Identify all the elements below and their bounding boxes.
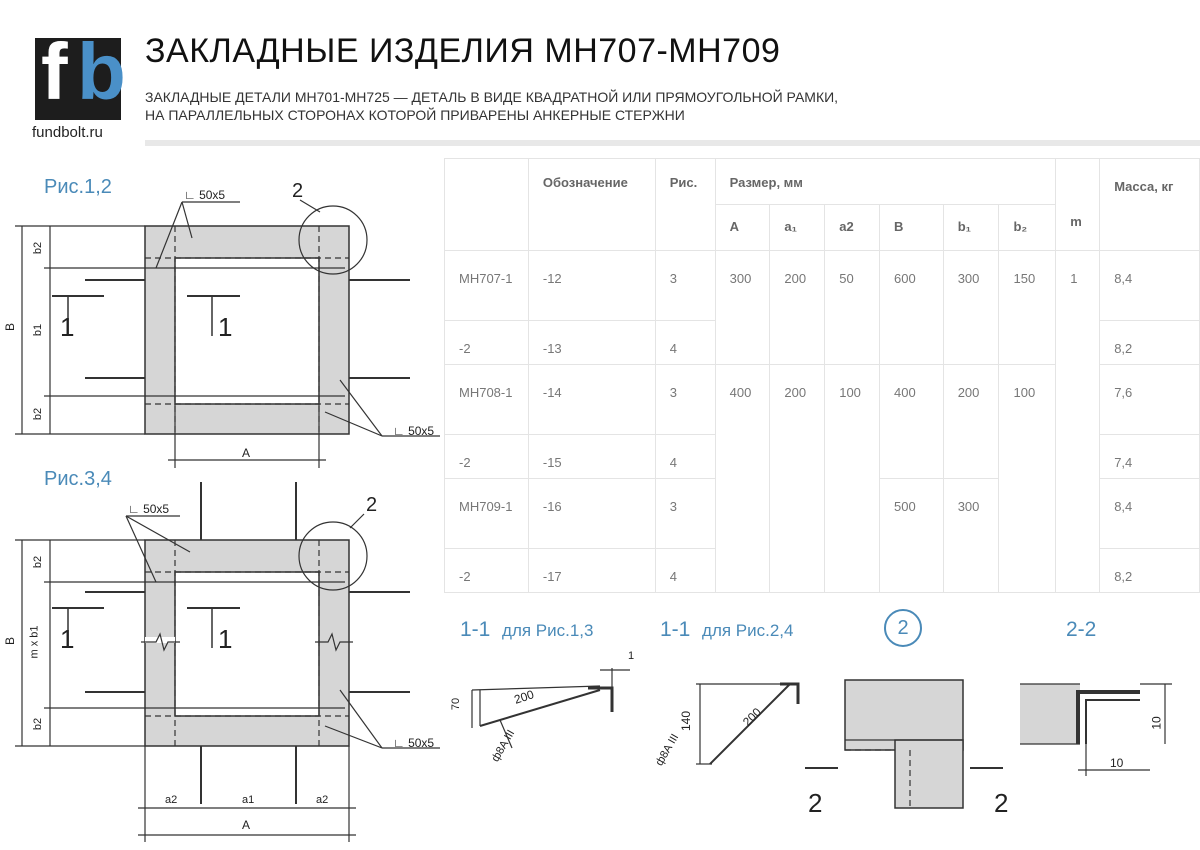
fig34-label: Рис.3,4: [44, 468, 112, 490]
cell-mark: -2: [445, 435, 529, 479]
fig34-dim-a1: a1: [242, 794, 255, 806]
fig12-angle-top: ∟ 50x5: [184, 188, 226, 202]
th-b1: b₁: [943, 205, 999, 251]
logo-site: fundbolt.ru: [32, 124, 103, 141]
th-b2: b₂: [999, 205, 1056, 251]
s11a-dim-70: 70: [450, 697, 463, 711]
fig12-dim-B: B: [3, 322, 18, 332]
cell-a1: 200: [770, 365, 825, 593]
fig12-dim-b1: b1: [32, 323, 45, 337]
logo-letter-f: f: [41, 27, 68, 116]
cell-designation: -13: [528, 321, 655, 365]
detail-2-label: 2: [884, 609, 922, 647]
cell-designation: -14: [528, 365, 655, 435]
section-11b-label: [660, 618, 794, 642]
s22-dim-10b: 10: [1110, 756, 1124, 770]
table-row: [445, 251, 1200, 321]
fig34-section-mark-left: 1: [60, 624, 75, 654]
cell-mass: 7,6: [1100, 365, 1200, 435]
cell-A: 300: [715, 251, 770, 365]
section-22-drawing: [1020, 684, 1172, 776]
fig34-drawing: [15, 482, 440, 842]
cell-mass: 8,2: [1100, 321, 1200, 365]
th-m: m: [1056, 159, 1100, 251]
spec-table: [444, 158, 1200, 593]
cell-mass: 8,4: [1100, 251, 1200, 321]
s11a-rebar: ф8А III: [489, 727, 518, 765]
cell-B: 400: [880, 365, 944, 479]
page-title: ЗАКЛАДНЫЕ ИЗДЕЛИЯ МН707-МН709: [145, 32, 781, 70]
th-A: A: [715, 205, 770, 251]
section-11a-label: [460, 618, 594, 642]
cell-b1: 300: [943, 251, 999, 365]
cell-fig: 4: [655, 549, 715, 593]
s11b-dim-140: 140: [679, 710, 694, 732]
section-11a-drawing: [472, 668, 630, 748]
fig12-section-mark-right: 1: [218, 312, 233, 342]
s11b-dim-200: 200: [739, 704, 765, 730]
cell-fig: 3: [655, 251, 715, 321]
cell-mark: МН709-1: [445, 479, 529, 549]
s22-dim-10a: 10: [1149, 716, 1164, 730]
s11a-dim-1: 1: [628, 650, 635, 662]
fig34-dim-mxb1: m x b1: [28, 625, 41, 659]
fig34-angle-bottom: ∟ 50x5: [393, 736, 435, 750]
detail-2-drawing: [805, 680, 1003, 808]
cell-designation: -16: [528, 479, 655, 549]
s11a-dim-200: 200: [512, 687, 536, 707]
section-11b-note: для Рис.2,4: [702, 621, 794, 640]
fig12-dim-b2-bottom: b2: [32, 407, 45, 421]
section-11a-note: для Рис.1,3: [502, 621, 594, 640]
fig12-label: Рис.1,2: [44, 176, 112, 198]
detail-2-mark-right: 2: [994, 788, 1009, 818]
cell-mass: 8,2: [1100, 549, 1200, 593]
cell-b2: 100: [999, 365, 1056, 593]
cell-fig: 3: [655, 479, 715, 549]
cell-mark: МН708-1: [445, 365, 529, 435]
cell-mass: 7,4: [1100, 435, 1200, 479]
fig12-section-mark-left: 1: [60, 312, 75, 342]
fig34-section-mark-right: 1: [218, 624, 233, 654]
fig34-callout: 2: [366, 494, 378, 516]
section-11a-title: 1-1: [460, 618, 491, 641]
cell-mass: 8,4: [1100, 479, 1200, 549]
fig12-callout: 2: [292, 180, 304, 202]
s11b-rebar: ф8А III: [653, 731, 682, 769]
cell-fig: 3: [655, 365, 715, 435]
detail-2-mark-left: 2: [808, 788, 823, 818]
section-11b-title: 1-1: [660, 618, 691, 641]
cell-a2: 50: [825, 251, 880, 365]
fig34-dim-A: A: [242, 818, 251, 832]
fig12-dim-A: A: [242, 446, 251, 460]
fig12-opening: [175, 258, 319, 404]
cell-fig: 4: [655, 435, 715, 479]
fig34-dim-b2-bottom: b2: [32, 717, 45, 731]
cell-mark: -2: [445, 321, 529, 365]
fig34-angle-top: ∟ 50x5: [128, 502, 170, 516]
subtitle-line-2: НА ПАРАЛЛЕЛЬНЫХ СТОРОНАХ КОТОРОЙ ПРИВАРЕНЫ АНКЕРНЫЕ СТЕРЖНИ: [145, 107, 685, 123]
cell-A: 400: [715, 365, 770, 593]
cell-b2: 150: [999, 251, 1056, 365]
cell-designation: -15: [528, 435, 655, 479]
cell-designation: -12: [528, 251, 655, 321]
cell-mark: -2: [445, 549, 529, 593]
cell-B: 600: [880, 251, 944, 365]
section-22-label: 2-2: [1066, 618, 1097, 641]
fig12-dim-b2-top: b2: [32, 241, 45, 255]
fig34-opening: [175, 572, 319, 716]
fig34-dim-B: B: [3, 636, 18, 646]
th-a2: a2: [825, 205, 880, 251]
cell-a1: 200: [770, 251, 825, 365]
logo-letter-b: b: [77, 27, 126, 116]
cell-m: 1: [1056, 251, 1100, 593]
fig12-angle-bottom: ∟ 50x5: [393, 424, 435, 438]
th-size: Размер, мм: [715, 159, 1056, 205]
fig34-dim-a2-right: a2: [316, 794, 329, 806]
subtitle-line-1: ЗАКЛАДНЫЕ ДЕТАЛИ МН701-МН725 — ДЕТАЛЬ В ВИДЕ КВАДРАТНОЙ ИЛИ ПРЯМОУГОЛЬНОЙ РАМКИ,: [145, 89, 839, 105]
th-fig: Рис.: [655, 159, 715, 251]
fig34-dim-a2-left: a2: [165, 794, 178, 806]
cell-b1: 200: [943, 365, 999, 479]
cell-designation: -17: [528, 549, 655, 593]
th-designation: Обозначение: [528, 159, 655, 251]
cell-B: 500: [880, 479, 944, 593]
fig34-dim-b2-top: b2: [32, 555, 45, 569]
th-mass: Масса, кг: [1100, 159, 1200, 251]
th-a1: a₁: [770, 205, 825, 251]
th-mark: [445, 159, 529, 251]
cell-a2: 100: [825, 365, 880, 593]
cell-b1: 300: [943, 479, 999, 593]
cell-mark: МН707-1: [445, 251, 529, 321]
cell-fig: 4: [655, 321, 715, 365]
th-B: B: [880, 205, 944, 251]
